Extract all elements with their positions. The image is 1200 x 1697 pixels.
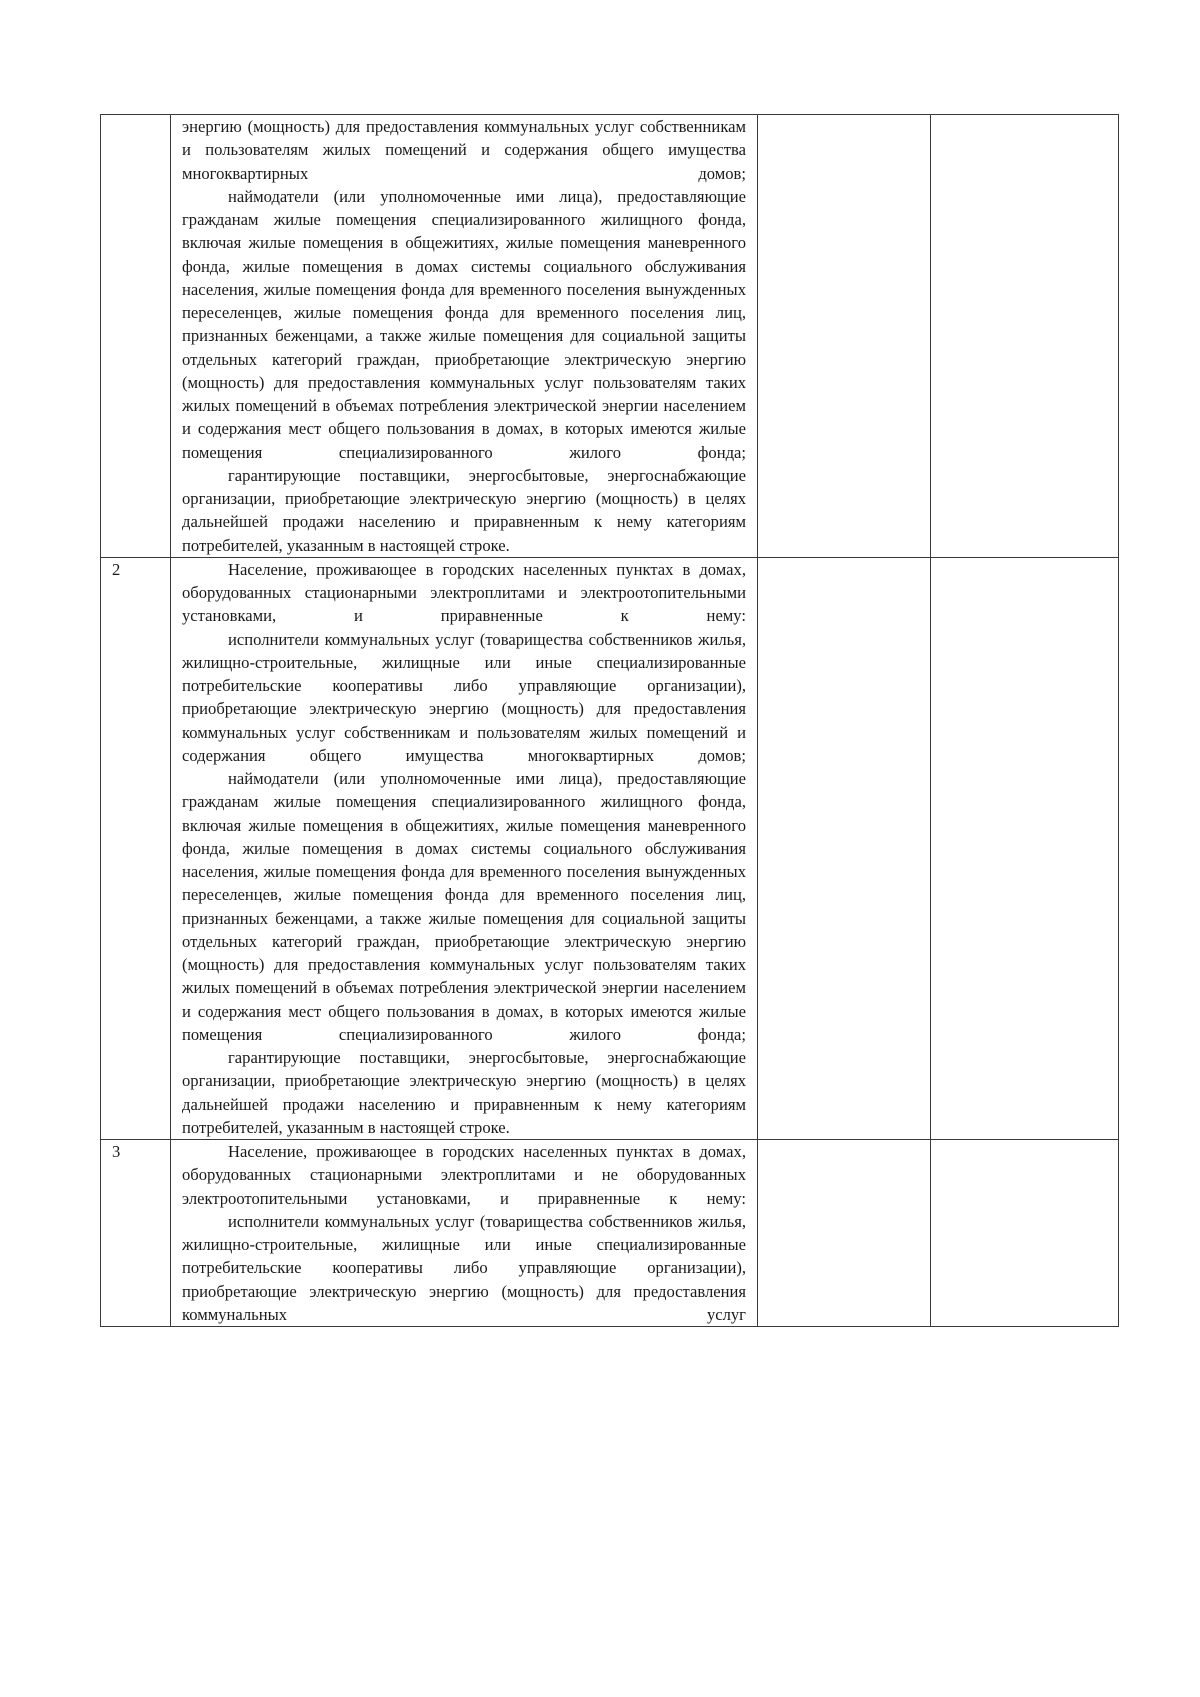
empty-cell [931,1140,1119,1327]
empty-cell [931,557,1119,1139]
tariff-table [100,114,1119,1327]
paragraph: энергию (мощность) для предоставления коммунальных услуг собственникам и пользователям жилых помещений и содержания общего имущества многоквартирных домов; [182,117,746,183]
paragraph: гарантирующие поставщики, энергосбытовые, энергоснабжающие организации, приобретающие электрическую энергию (мощность) в целях дальнейшей продажи населению и приравненным к нему категориям потребителей, указанным в настоящей строке. [182,465,746,555]
row-number: 3 [101,1140,171,1327]
table-row [101,1140,1119,1327]
table-row [101,115,1119,558]
row-description [171,1140,758,1327]
table-row [101,557,1119,1139]
paragraph: Население, проживающее в городских населенных пунктах в домах, оборудованных стационарными электроплитами и не оборудованных электроотопительными установками, и приравненные к нему: [182,1142,746,1208]
empty-cell [758,557,931,1139]
row-description [171,557,758,1139]
row-description [171,115,758,558]
paragraph: Население, проживающее в городских населенных пунктах в домах, оборудованных стационарными электроплитами и электроотопительными установками, и приравненные к нему: [182,559,746,626]
empty-cell [931,115,1119,558]
empty-cell [758,1140,931,1327]
paragraph: гарантирующие поставщики, энергосбытовые, энергоснабжающие организации, приобретающие электрическую энергию (мощность) в целях дальнейшей продажи населению и приравненным к нему категориям потребителей, указанным в настоящей строке. [182,1048,746,1137]
paragraph: исполнители коммунальных услуг (товарищества собственников жилья, жилищно-строительные, жилищные или иные специализированные потребительские кооперативы либо управляющие организации), приобретающие электрическую энергию (мощность) для предоставления коммунальных услуг [182,1211,746,1324]
paragraph: исполнители коммунальных услуг (товарищества собственников жилья, жилищно-строительные, жилищные или иные специализированные потребительские кооперативы либо управляющие организации), приобретающие электрическую энергию (мощность) для предоставления коммунальных услуг собственникам и пользователям жилых помещений и содержания общего имущества многоквартирных домов; [182,629,746,765]
row-number: 2 [101,557,171,1139]
paragraph: наймодатели (или уполномоченные ими лица), предоставляющие гражданам жилые помещения специализированного жилищного фонда, включая жилые помещения в общежитиях, жилые помещения маневренного фонда, жилые помещения в домах системы социального обслуживания населения, жилые помещения фонда для временного поселения вынужденных переселенцев, жилые помещения фонда для временного поселения лиц, признанных беженцами, а также жилые помещения для социальной защиты отдельных категорий граждан, приобретающие электрическую энергию (мощность) для предоставления коммунальных услуг пользователям таких жилых помещений в объемах потребления электрической энергии населением и содержания мест общего пользования в домах, в которых имеются жилые помещения специализированного жилого фонда; [182,186,746,462]
row-number [101,115,171,558]
empty-cell [758,115,931,558]
paragraph: наймодатели (или уполномоченные ими лица), предоставляющие гражданам жилые помещения специализированного жилищного фонда, включая жилые помещения в общежитиях, жилые помещения маневренного фонда, жилые помещения в домах системы социального обслуживания населения, жилые помещения фонда для временного поселения вынужденных переселенцев, жилые помещения фонда для временного поселения лиц, признанных беженцами, а также жилые помещения для социальной защиты отдельных категорий граждан, приобретающие электрическую энергию (мощность) для предоставления коммунальных услуг пользователям таких жилых помещений в объемах потребления электрической энергии населением и содержания мест общего пользования в домах, в которых имеются жилые помещения специализированного жилого фонда; [182,769,746,1044]
tariff-table-body [101,115,1119,1327]
